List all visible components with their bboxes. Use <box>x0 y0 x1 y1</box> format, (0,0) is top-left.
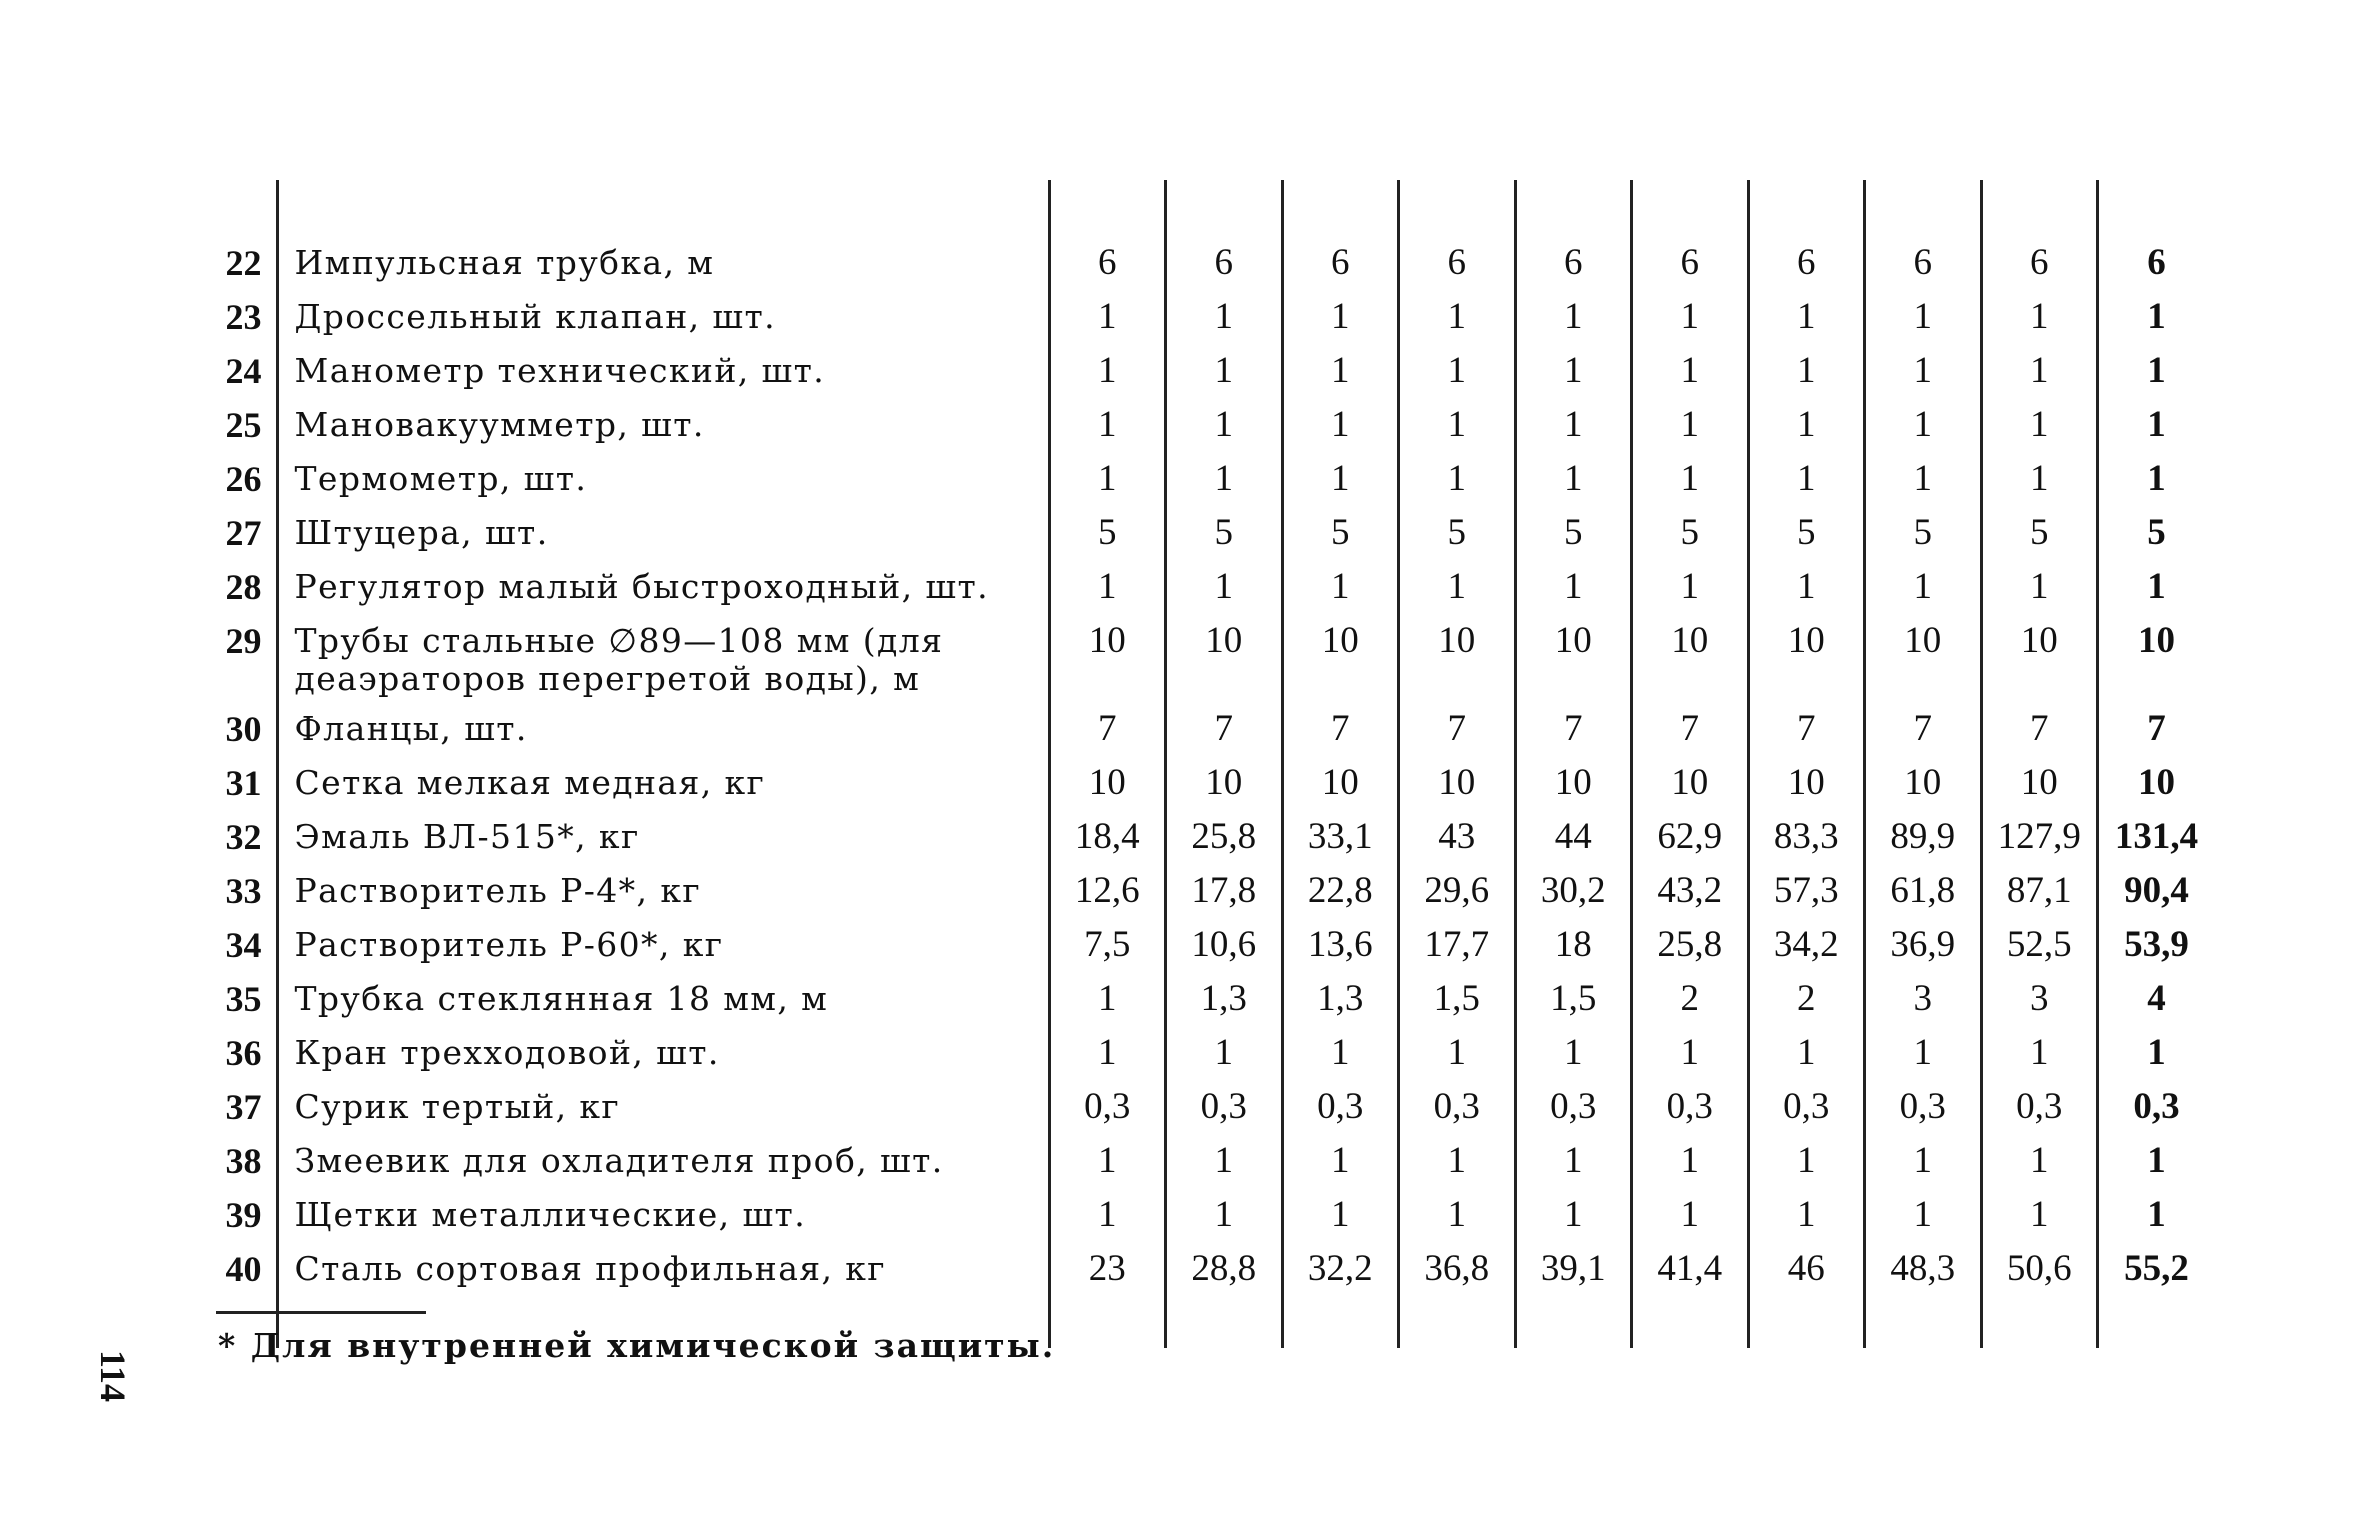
quantity-cell: 46 <box>1748 1240 1865 1294</box>
quantity-cell: 34,2 <box>1748 916 1865 970</box>
table-row <box>200 504 2214 558</box>
quantity-cell: 83,3 <box>1748 808 1865 862</box>
table-row <box>200 916 2214 970</box>
quantity-cell: 89,9 <box>1865 808 1982 862</box>
row-number: 30 <box>200 700 277 754</box>
quantity-cell: 1 <box>1748 1186 1865 1240</box>
quantity-cell: 1 <box>1049 450 1166 504</box>
quantity-cell: 10 <box>1632 754 1749 808</box>
quantity-cell: 1 <box>1515 1186 1632 1240</box>
quantity-cell: 23 <box>1049 1240 1166 1294</box>
quantity-cell: 10 <box>1049 754 1166 808</box>
quantity-cell: 1 <box>1981 450 2098 504</box>
row-number: 32 <box>200 808 277 862</box>
quantity-cell: 1 <box>1049 1132 1166 1186</box>
quantity-cell: 2 <box>1748 970 1865 1024</box>
quantity-cell: 1 <box>1166 1186 1283 1240</box>
quantity-cell: 39,1 <box>1515 1240 1632 1294</box>
quantity-cell: 1 <box>1632 288 1749 342</box>
row-number: 24 <box>200 342 277 396</box>
quantity-cell: 1 <box>1049 558 1166 612</box>
quantity-cell: 1 <box>1865 1186 1982 1240</box>
quantity-cell: 5 <box>1166 504 1283 558</box>
quantity-cell: 5 <box>1399 504 1516 558</box>
quantity-cell: 0,3 <box>1632 1078 1749 1132</box>
quantity-cell: 10 <box>1865 612 1982 700</box>
quantity-cell: 0,3 <box>2098 1078 2215 1132</box>
quantity-cell: 1 <box>1748 342 1865 396</box>
quantity-cell: 1 <box>1166 1024 1283 1078</box>
quantity-cell: 1 <box>1865 1132 1982 1186</box>
row-number: 29 <box>200 612 277 700</box>
quantity-cell: 29,6 <box>1399 862 1516 916</box>
quantity-cell: 6 <box>1515 234 1632 288</box>
quantity-cell: 1 <box>1865 342 1982 396</box>
quantity-cell: 1 <box>1166 558 1283 612</box>
quantity-cell: 1 <box>1049 1186 1166 1240</box>
item-name: Кран трехходовой, шт. <box>294 1033 720 1072</box>
row-number: 26 <box>200 450 277 504</box>
quantity-cell: 28,8 <box>1166 1240 1283 1294</box>
row-number: 33 <box>200 862 277 916</box>
quantity-cell: 52,5 <box>1981 916 2098 970</box>
quantity-cell: 7 <box>2098 700 2215 754</box>
quantity-cell: 1 <box>1865 450 1982 504</box>
item-name: Змеевик для охладителя проб, шт. <box>294 1141 944 1180</box>
quantity-cell: 1 <box>1632 1132 1749 1186</box>
quantity-cell: 2 <box>1632 970 1749 1024</box>
quantity-cell: 17,8 <box>1166 862 1283 916</box>
table-row <box>200 862 2214 916</box>
quantity-cell: 55,2 <box>2098 1240 2215 1294</box>
quantity-cell: 6 <box>1049 234 1166 288</box>
quantity-cell: 62,9 <box>1632 808 1749 862</box>
quantity-cell: 1 <box>1981 288 2098 342</box>
quantity-cell: 1 <box>1399 396 1516 450</box>
quantity-cell: 10 <box>1865 754 1982 808</box>
quantity-cell: 1 <box>1049 970 1166 1024</box>
quantity-cell: 1 <box>1399 1024 1516 1078</box>
quantity-cell: 1 <box>1981 342 2098 396</box>
quantity-cell: 10 <box>2098 754 2215 808</box>
row-number: 35 <box>200 970 277 1024</box>
quantity-cell: 0,3 <box>1981 1078 2098 1132</box>
table-top-padding <box>200 180 2214 234</box>
quantity-cell: 30,2 <box>1515 862 1632 916</box>
quantity-cell: 1 <box>2098 1132 2215 1186</box>
quantity-cell: 1 <box>1399 342 1516 396</box>
item-name: Щетки металлические, шт. <box>294 1195 807 1234</box>
quantity-cell: 1 <box>1865 288 1982 342</box>
quantity-cell: 7 <box>1515 700 1632 754</box>
quantity-cell: 1,3 <box>1282 970 1399 1024</box>
quantity-cell: 1 <box>1399 558 1516 612</box>
table-row <box>200 558 2214 612</box>
quantity-cell: 10 <box>1049 612 1166 700</box>
quantity-cell: 7 <box>1748 700 1865 754</box>
quantity-cell: 25,8 <box>1632 916 1749 970</box>
quantity-cell: 0,3 <box>1282 1078 1399 1132</box>
quantity-cell: 1 <box>1748 450 1865 504</box>
table-row <box>200 450 2214 504</box>
quantity-cell: 1 <box>1981 1132 2098 1186</box>
quantity-cell: 6 <box>1166 234 1283 288</box>
quantity-cell: 1 <box>1748 1024 1865 1078</box>
quantity-cell: 6 <box>1981 234 2098 288</box>
row-number: 23 <box>200 288 277 342</box>
row-number: 37 <box>200 1078 277 1132</box>
quantity-cell: 5 <box>1981 504 2098 558</box>
quantity-cell: 127,9 <box>1981 808 2098 862</box>
quantity-cell: 41,4 <box>1632 1240 1749 1294</box>
quantity-cell: 7 <box>1865 700 1982 754</box>
quantity-cell: 1 <box>1282 288 1399 342</box>
quantity-cell: 0,3 <box>1865 1078 1982 1132</box>
quantity-cell: 0,3 <box>1049 1078 1166 1132</box>
quantity-cell: 10 <box>1748 754 1865 808</box>
quantity-cell: 7 <box>1049 700 1166 754</box>
quantity-cell: 1 <box>1748 396 1865 450</box>
quantity-cell: 1 <box>1748 288 1865 342</box>
quantity-cell: 5 <box>1865 504 1982 558</box>
row-number: 25 <box>200 396 277 450</box>
quantity-cell: 13,6 <box>1282 916 1399 970</box>
quantity-cell: 3 <box>1865 970 1982 1024</box>
quantity-cell: 1 <box>1399 1132 1516 1186</box>
table-row <box>200 288 2214 342</box>
quantity-cell: 1 <box>1981 1024 2098 1078</box>
quantity-cell: 3 <box>1981 970 2098 1024</box>
table-row <box>200 1240 2214 1294</box>
quantity-cell: 6 <box>1748 234 1865 288</box>
item-name: Эмаль ВЛ-515*, кг <box>294 817 640 856</box>
quantity-cell: 1 <box>1981 558 2098 612</box>
quantity-cell: 1 <box>1049 396 1166 450</box>
quantity-cell: 1 <box>1981 396 2098 450</box>
quantity-cell: 10 <box>1166 754 1283 808</box>
quantity-cell: 4 <box>2098 970 2215 1024</box>
quantity-cell: 1 <box>1166 1132 1283 1186</box>
quantity-cell: 10 <box>1632 612 1749 700</box>
quantity-cell: 57,3 <box>1748 862 1865 916</box>
quantity-cell: 0,3 <box>1515 1078 1632 1132</box>
quantity-cell: 1 <box>2098 1186 2215 1240</box>
item-name: Трубка стеклянная 18 мм, м <box>294 979 829 1018</box>
quantity-cell: 1 <box>1399 450 1516 504</box>
quantity-cell: 1 <box>1166 288 1283 342</box>
row-number: 40 <box>200 1240 277 1294</box>
table-row <box>200 234 2214 288</box>
quantity-cell: 1 <box>1632 558 1749 612</box>
row-number: 36 <box>200 1024 277 1078</box>
quantity-cell: 10 <box>1282 754 1399 808</box>
quantity-cell: 10 <box>1515 754 1632 808</box>
quantity-cell: 1 <box>1049 1024 1166 1078</box>
quantity-cell: 7 <box>1282 700 1399 754</box>
quantity-cell: 1 <box>1282 450 1399 504</box>
row-number: 31 <box>200 754 277 808</box>
quantity-cell: 90,4 <box>2098 862 2215 916</box>
quantity-cell: 1 <box>1865 1024 1982 1078</box>
quantity-cell: 1 <box>1632 342 1749 396</box>
quantity-cell: 10,6 <box>1166 916 1283 970</box>
item-name: Штуцера, шт. <box>294 513 549 552</box>
table-row <box>200 1024 2214 1078</box>
table-row <box>200 808 2214 862</box>
quantity-cell: 17,7 <box>1399 916 1516 970</box>
row-number: 39 <box>200 1186 277 1240</box>
quantity-cell: 10 <box>1166 612 1283 700</box>
materials-table-body <box>200 180 2214 1348</box>
quantity-cell: 1 <box>2098 450 2215 504</box>
row-number: 22 <box>200 234 277 288</box>
table-row <box>200 342 2214 396</box>
quantity-cell: 1 <box>1282 1186 1399 1240</box>
table-row <box>200 1186 2214 1240</box>
quantity-cell: 5 <box>1632 504 1749 558</box>
quantity-cell: 1 <box>1049 342 1166 396</box>
quantity-cell: 36,9 <box>1865 916 1982 970</box>
quantity-cell: 1 <box>2098 1024 2215 1078</box>
quantity-cell: 33,1 <box>1282 808 1399 862</box>
quantity-cell: 5 <box>2098 504 2215 558</box>
quantity-cell: 6 <box>1282 234 1399 288</box>
quantity-cell: 44 <box>1515 808 1632 862</box>
footnote: * Для внутренней химической защиты. <box>218 1326 1056 1365</box>
quantity-cell: 1 <box>2098 288 2215 342</box>
quantity-cell: 1 <box>1632 396 1749 450</box>
quantity-cell: 1 <box>1282 1024 1399 1078</box>
quantity-cell: 5 <box>1282 504 1399 558</box>
quantity-cell: 1 <box>1748 1132 1865 1186</box>
quantity-cell: 10 <box>1515 612 1632 700</box>
quantity-cell: 18,4 <box>1049 808 1166 862</box>
quantity-cell: 43 <box>1399 808 1516 862</box>
quantity-cell: 1 <box>1981 1186 2098 1240</box>
quantity-cell: 1 <box>2098 558 2215 612</box>
quantity-cell: 1 <box>1515 450 1632 504</box>
quantity-cell: 1 <box>1049 288 1166 342</box>
quantity-cell: 87,1 <box>1981 862 2098 916</box>
quantity-cell: 1 <box>1515 342 1632 396</box>
quantity-cell: 1 <box>1515 558 1632 612</box>
quantity-cell: 22,8 <box>1282 862 1399 916</box>
quantity-cell: 1 <box>1282 396 1399 450</box>
item-name: Фланцы, шт. <box>294 709 528 748</box>
table-row <box>200 754 2214 808</box>
quantity-cell: 32,2 <box>1282 1240 1399 1294</box>
item-name: Дроссельный клапан, шт. <box>294 297 777 336</box>
quantity-cell: 5 <box>1748 504 1865 558</box>
quantity-cell: 1 <box>1632 450 1749 504</box>
item-name: Мановакуумметр, шт. <box>294 405 705 444</box>
quantity-cell: 1 <box>1282 342 1399 396</box>
table-row <box>200 396 2214 450</box>
quantity-cell: 7 <box>1981 700 2098 754</box>
quantity-cell: 10 <box>1981 754 2098 808</box>
table-row <box>200 700 2214 754</box>
quantity-cell: 1,3 <box>1166 970 1283 1024</box>
quantity-cell: 1 <box>1515 288 1632 342</box>
quantity-cell: 7 <box>1399 700 1516 754</box>
item-name: Трубы стальные ∅89—108 мм (для деаэраторов перегретой воды), м <box>294 621 944 698</box>
item-name: Растворитель Р-4*, кг <box>294 871 702 910</box>
quantity-cell: 48,3 <box>1865 1240 1982 1294</box>
quantity-cell: 50,6 <box>1981 1240 2098 1294</box>
quantity-cell: 36,8 <box>1399 1240 1516 1294</box>
quantity-cell: 10 <box>1748 612 1865 700</box>
quantity-cell: 1 <box>1865 396 1982 450</box>
quantity-cell: 7 <box>1166 700 1283 754</box>
quantity-cell: 1 <box>1166 450 1283 504</box>
quantity-cell: 0,3 <box>1748 1078 1865 1132</box>
item-name: Термометр, шт. <box>294 459 588 498</box>
quantity-cell: 7 <box>1632 700 1749 754</box>
item-name: Манометр технический, шт. <box>294 351 826 390</box>
quantity-cell: 43,2 <box>1632 862 1749 916</box>
row-number: 38 <box>200 1132 277 1186</box>
item-name: Сурик тертый, кг <box>294 1087 621 1126</box>
quantity-cell: 6 <box>1399 234 1516 288</box>
quantity-cell: 6 <box>1865 234 1982 288</box>
quantity-cell: 6 <box>1632 234 1749 288</box>
quantity-cell: 5 <box>1049 504 1166 558</box>
quantity-cell: 1 <box>1399 288 1516 342</box>
quantity-cell: 1 <box>1282 558 1399 612</box>
quantity-cell: 1 <box>2098 342 2215 396</box>
item-name: Растворитель Р-60*, кг <box>294 925 724 964</box>
quantity-cell: 1 <box>1865 558 1982 612</box>
page-number: 114 <box>93 1350 133 1403</box>
quantity-cell: 5 <box>1515 504 1632 558</box>
quantity-cell: 1 <box>1282 1132 1399 1186</box>
item-name: Регулятор малый быстроходный, шт. <box>294 567 990 606</box>
quantity-cell: 10 <box>1282 612 1399 700</box>
quantity-cell: 25,8 <box>1166 808 1283 862</box>
materials-table <box>200 180 2214 1348</box>
quantity-cell: 7,5 <box>1049 916 1166 970</box>
row-number: 27 <box>200 504 277 558</box>
quantity-cell: 61,8 <box>1865 862 1982 916</box>
quantity-cell: 1,5 <box>1399 970 1516 1024</box>
quantity-cell: 53,9 <box>2098 916 2215 970</box>
row-number: 28 <box>200 558 277 612</box>
quantity-cell: 131,4 <box>2098 808 2215 862</box>
row-number: 34 <box>200 916 277 970</box>
quantity-cell: 1 <box>1515 1132 1632 1186</box>
item-name: Сталь сортовая профильная, кг <box>294 1249 886 1288</box>
item-name: Импульсная трубка, м <box>294 243 715 282</box>
quantity-cell: 1 <box>1632 1186 1749 1240</box>
quantity-cell: 10 <box>2098 612 2215 700</box>
quantity-cell: 1 <box>1515 1024 1632 1078</box>
quantity-cell: 1 <box>1166 342 1283 396</box>
quantity-cell: 1,5 <box>1515 970 1632 1024</box>
quantity-cell: 0,3 <box>1399 1078 1516 1132</box>
quantity-cell: 6 <box>2098 234 2215 288</box>
quantity-cell: 12,6 <box>1049 862 1166 916</box>
quantity-cell: 1 <box>1515 396 1632 450</box>
quantity-cell: 10 <box>1399 612 1516 700</box>
table-row <box>200 612 2214 700</box>
quantity-cell: 1 <box>1748 558 1865 612</box>
quantity-cell: 1 <box>1166 396 1283 450</box>
quantity-cell: 1 <box>1632 1024 1749 1078</box>
table-row <box>200 1132 2214 1186</box>
footnote-rule <box>216 1311 426 1314</box>
table-row <box>200 1078 2214 1132</box>
quantity-cell: 18 <box>1515 916 1632 970</box>
quantity-cell: 10 <box>1399 754 1516 808</box>
quantity-cell: 0,3 <box>1166 1078 1283 1132</box>
quantity-cell: 10 <box>1981 612 2098 700</box>
table-row <box>200 970 2214 1024</box>
quantity-cell: 1 <box>1399 1186 1516 1240</box>
quantity-cell: 1 <box>2098 396 2215 450</box>
item-name: Сетка мелкая медная, кг <box>294 763 766 802</box>
